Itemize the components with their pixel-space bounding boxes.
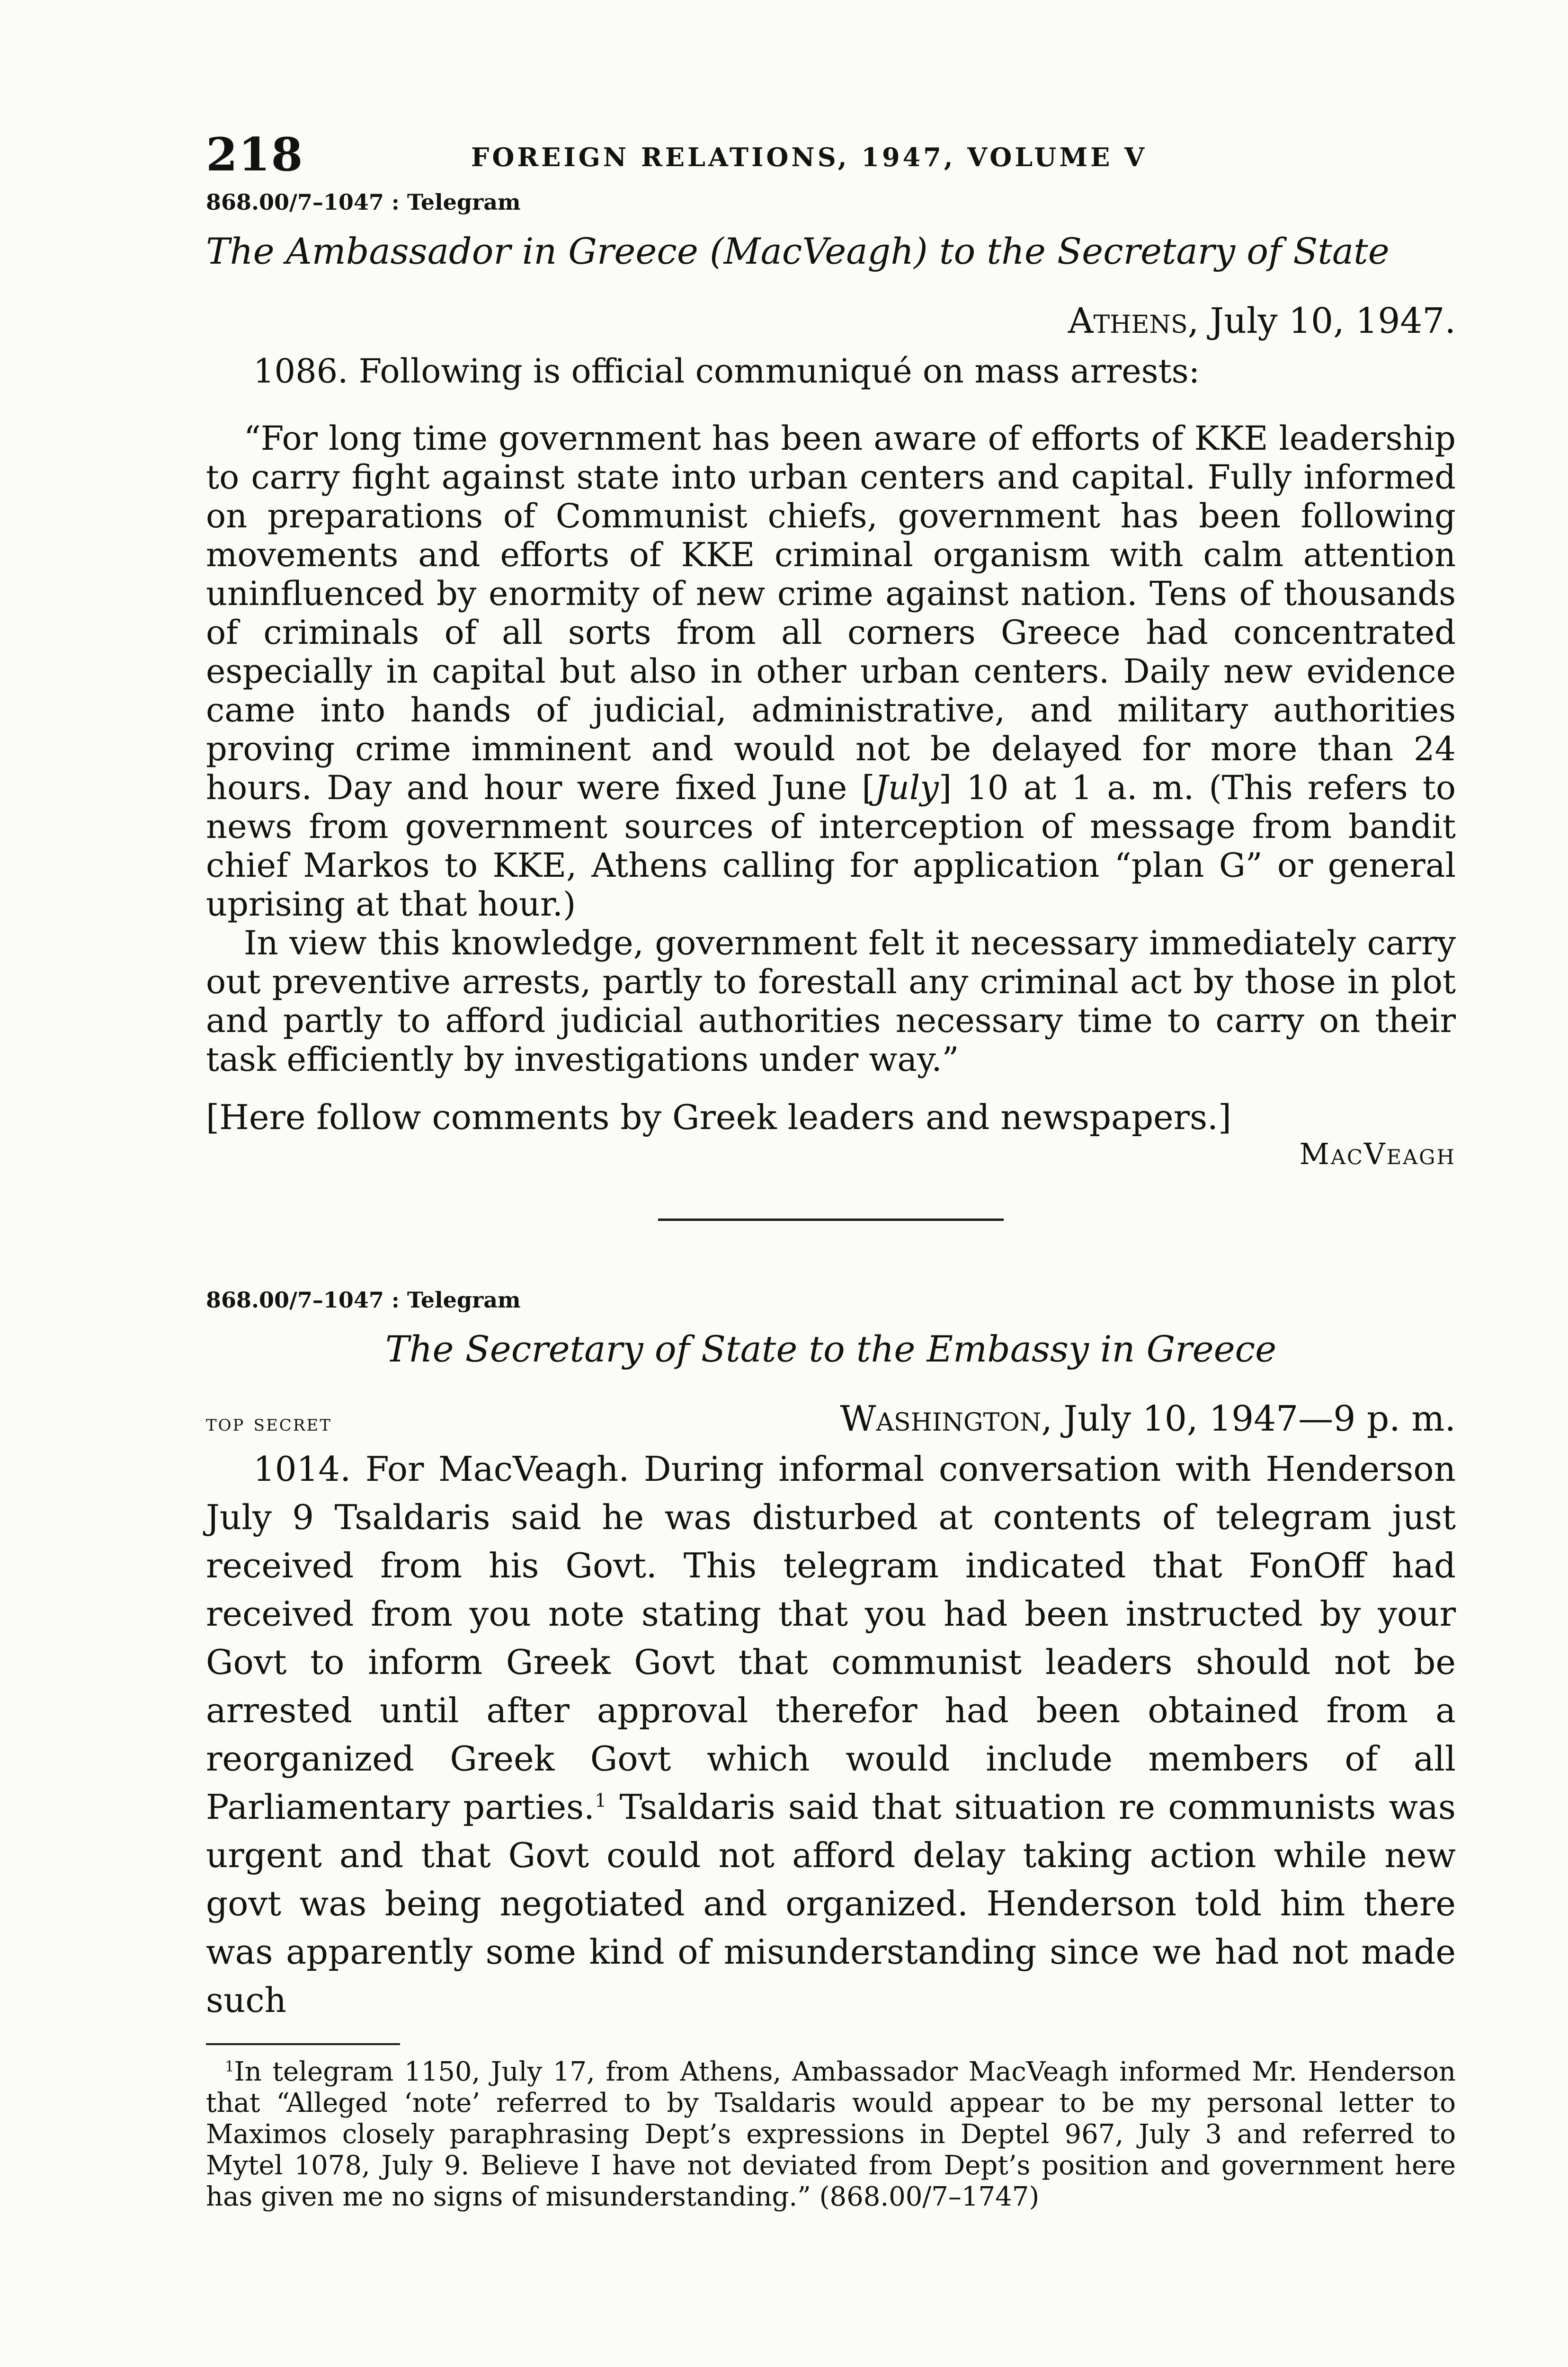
footnote-reference: 1 [594,1790,607,1812]
dateline-city-1: Athens [1068,301,1188,341]
communique-text-b: ] 10 at 1 a. m. (This refers to news from government sources of interception of message from bandit chief Markos to KKE, Athens calling for application “plan G” or general uprising at that hour.) [206,768,1456,924]
intro-paragraph: 1086. Following is official communiqué on mass arrests: [253,352,1200,391]
communique-paragraph-2: In view this knowledge, government felt it necessary immediately carry out preventive arrests, partly to forestall any criminal act by those in plot and partly to afford judicial authorities necessary time to carry on their task efficiently by investigations under way.” [206,924,1456,1079]
file-reference-1: 868.00/7–1047 : Telegram [206,189,521,215]
document-heading-1: The Ambassador in Greece (MacVeagh) to the Secretary of State [206,230,1390,272]
dateline-date-1: , July 10, 1947. [1187,301,1456,341]
dateline-date-2: , July 10, 1947—9 p. m. [1041,1398,1456,1439]
communique-text-italic: July [874,768,939,807]
page-number: 218 [206,128,304,181]
running-head [206,128,1456,189]
telegram-body-1 [206,352,1456,1137]
document-heading-2: The Secretary of State to the Embassy in Greece [385,1328,1277,1370]
editorial-note: [Here follow comments by Greek leaders and newspapers.] [206,1097,1232,1137]
footnote [206,2056,1456,2213]
file-reference-2: 868.00/7–1047 : Telegram [206,1287,521,1313]
communique-text-a: “For long time government has been aware of efforts of KKE leadership to carry fight against state into urban centers and capital. Fully informed on preparations of Communist chiefs, government has been following movements and efforts of KKE criminal organism with calm attention uninfluenced by enormity of new crime against nation. Tens of thousands of criminals of all sorts from all corners Greece had concentrated especially in capital but also in other urban centers. Daily new evidence came into hands of judicial, administrative, and military authorities proving crime imminent and would not be delayed for more than 24 hours. Day and hour were fixed June [ [206,419,1456,807]
running-title: FOREIGN RELATIONS, 1947, VOLUME V [471,142,1148,172]
communique-paragraph-1 [206,419,1456,924]
telegram-paragraph [206,1445,1456,2024]
classification-row [206,1398,1456,1439]
telegram-text-a: 1014. For MacVeagh. During informal conversation with Henderson July 9 Tsaldaris said he was disturbed at contents of telegram just received from his Govt. This telegram indicated that FonOff had received from you note stating that you had been instructed by your Govt to inform Greek Govt that communist leaders should not be arrested until after approval therefor had been obtained from a reorganized Greek Govt which would include members of all Parliamentary parties. [206,1449,1456,1827]
telegram-text-b: Tsaldaris said that situation re communists was urgent and that Govt could not afford delay taking action while new govt was being negotiated and organized. Henderson told him there was apparently some kind of misunderstanding since we had not made such [206,1787,1456,2020]
dateline-city-2: Washington [840,1398,1042,1439]
footnote-divider [206,2043,400,2045]
footnote-marker: 1 [225,2058,234,2075]
telegram-body-2 [206,1445,1456,2024]
signature-macveagh: MacVeagh [1299,1137,1456,1171]
footnote-text: In telegram 1150, July 17, from Athens, Ambassador MacVeagh informed Mr. Henderson that “Alleged ‘note’ referred to by Tsaldaris would appear to be my personal letter to Maximos closely paraphrasing Dept’s expressions in Deptel 967, July 3 and referred to Mytel 1078, July 9. Believe I have not deviated from Dept’s position and government here has given me no signs of misunderstanding.” (868.00/7–1747) [206,2056,1456,2212]
section-divider [658,1219,1004,1221]
classification-label: top secret [206,1410,332,1436]
dateline-1 [206,301,1456,341]
communique-quote [206,419,1456,1079]
dateline-2 [840,1398,1456,1439]
document-page [206,128,1456,2213]
